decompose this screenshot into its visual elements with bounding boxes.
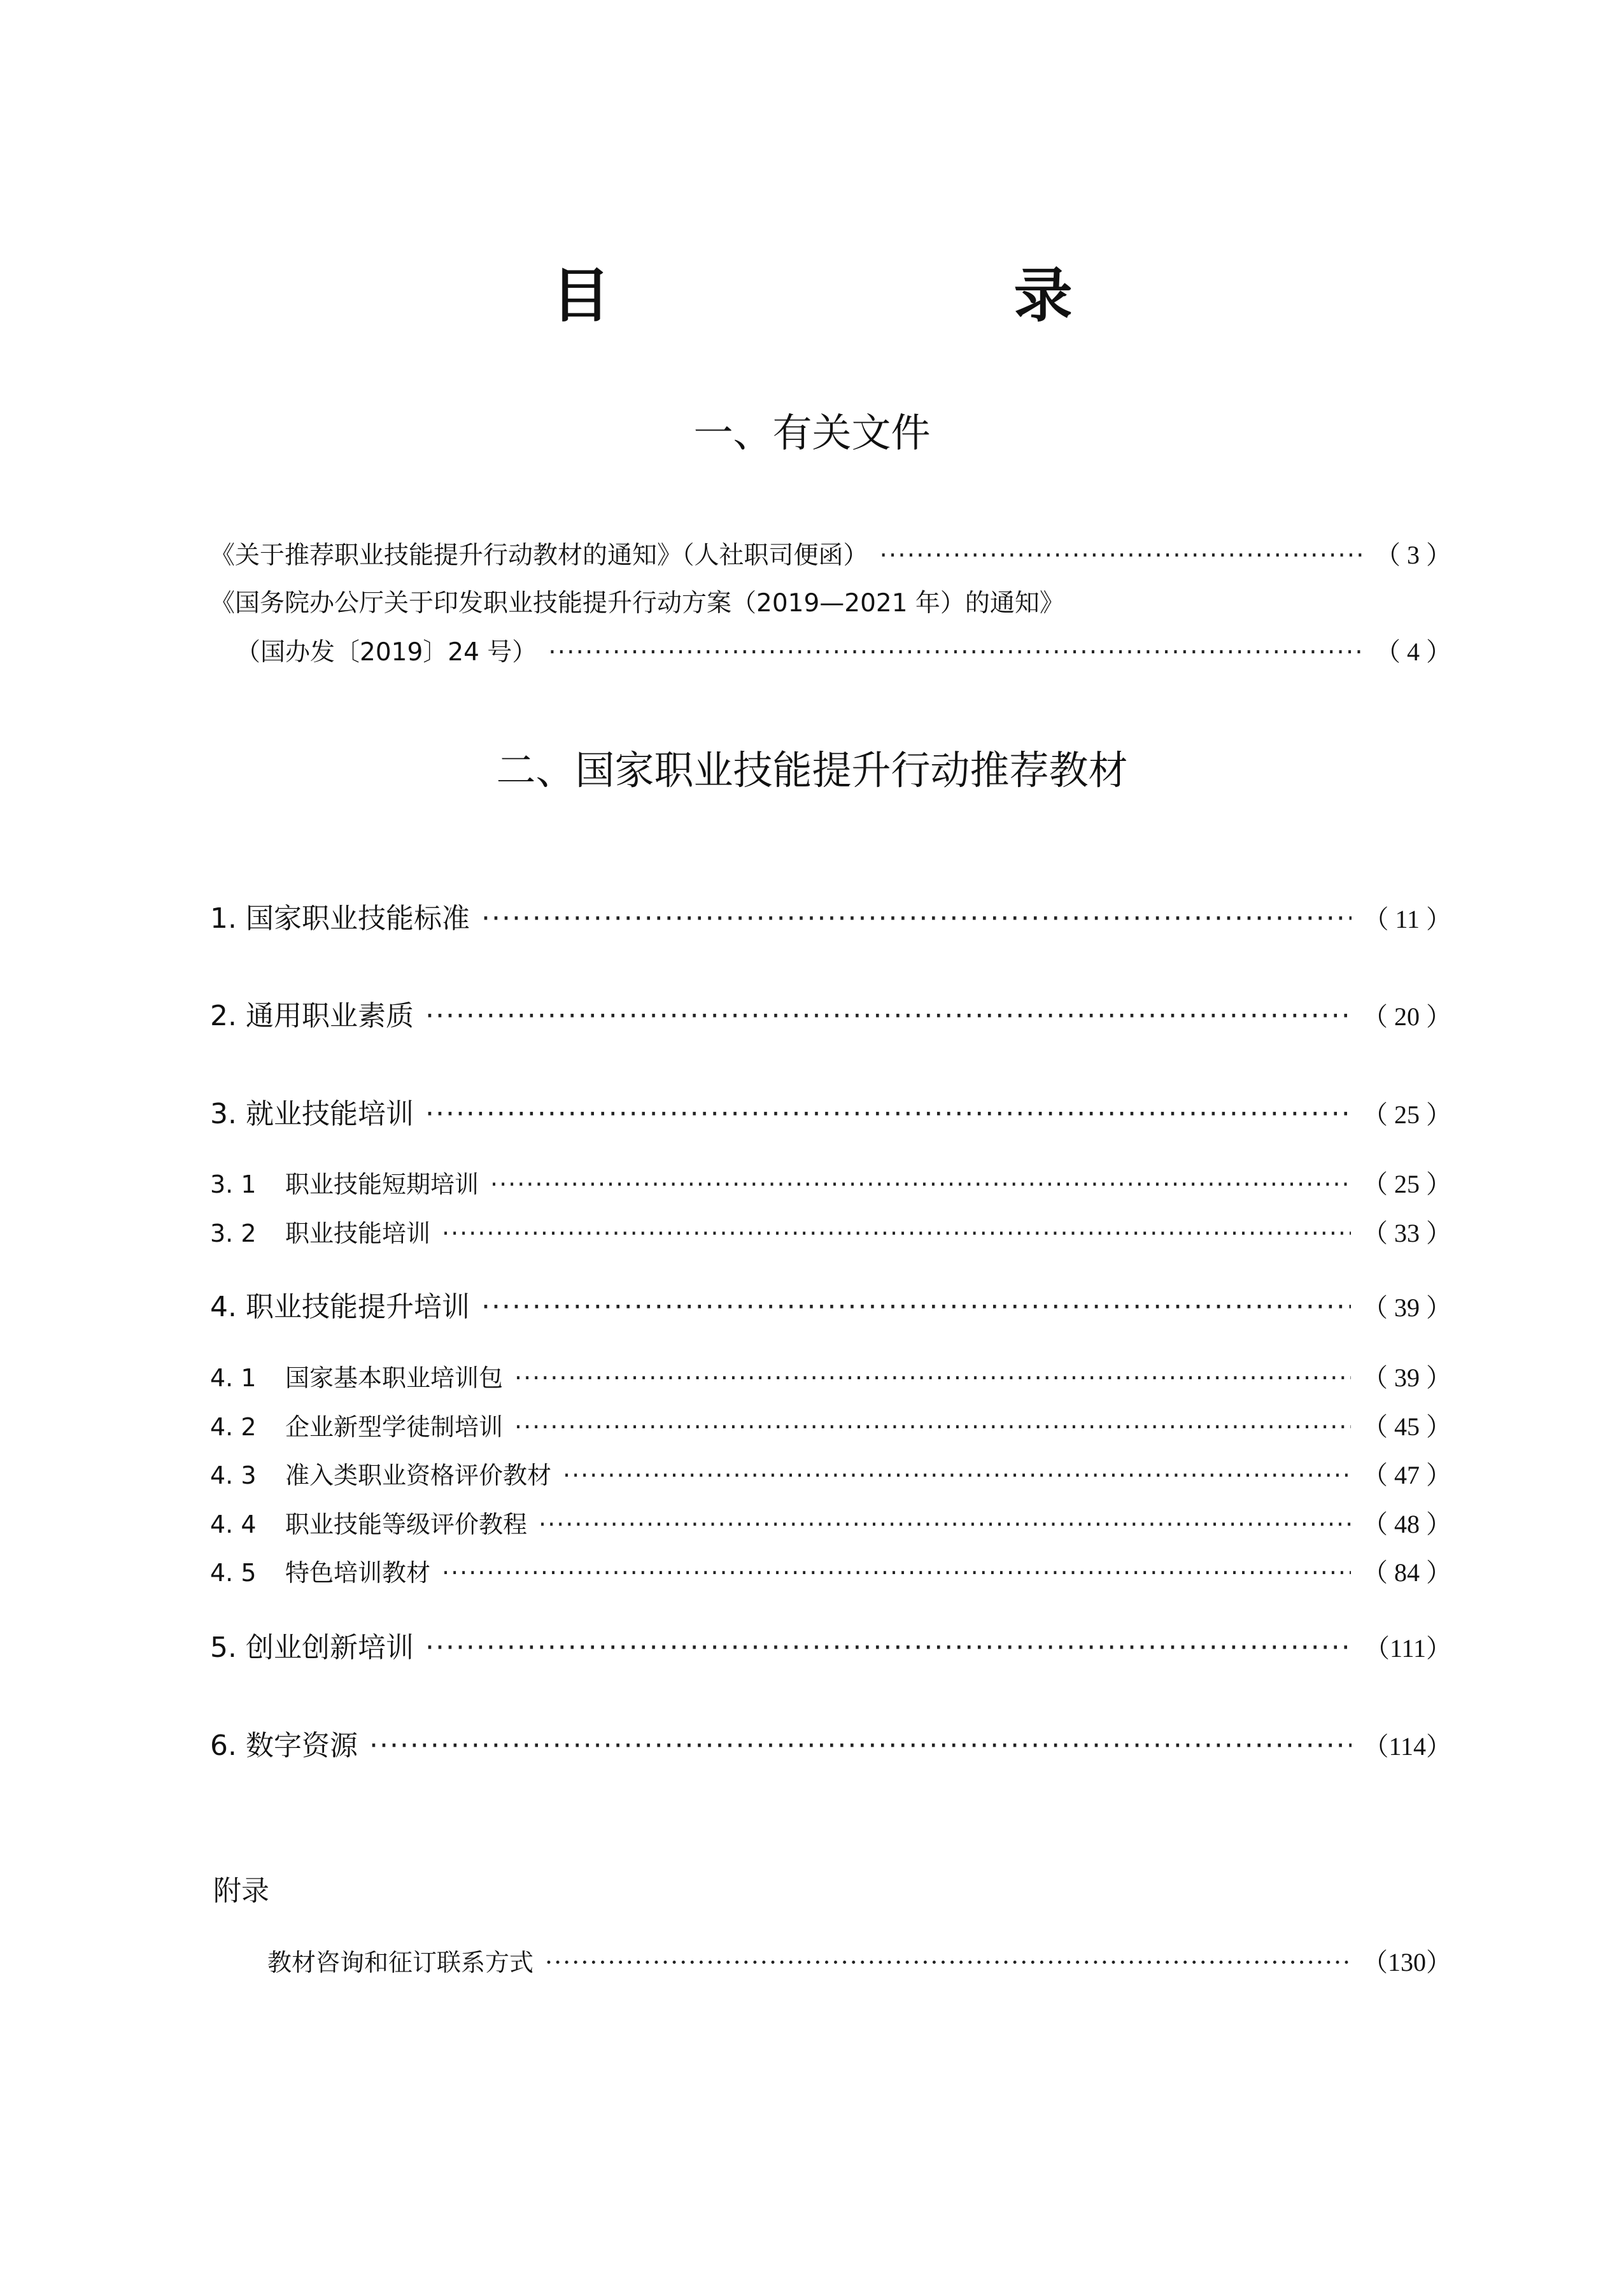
dot-leader — [369, 1726, 1352, 1766]
toc-item-4-3[interactable] — [210, 1458, 1451, 1493]
toc-item-title: 4. 2 企业新型学徒制培训 — [210, 1409, 503, 1445]
toc-page-number: （ 20 ） — [1362, 1002, 1451, 1031]
toc-item-3[interactable] — [210, 1094, 1451, 1135]
toc-item-4-1[interactable] — [210, 1360, 1451, 1396]
toc-item-title: 6. 数字资源 — [210, 1729, 358, 1762]
toc-entry-state-council-line1[interactable]: 《国务院办公厅关于印发职业技能提升行动方案（2019—2021 年）的通知》 — [210, 589, 1064, 618]
toc-item-number: 4. 1 — [210, 1364, 257, 1392]
toc-item-number: 3. 1 — [210, 1170, 257, 1198]
section-heading-textbooks: 二、国家职业技能提升行动推荐教材 — [496, 747, 1128, 793]
toc-item-title: 4. 3 准入类职业资格评价教材 — [210, 1458, 551, 1493]
toc-item-title: 2. 通用职业素质 — [210, 1000, 414, 1032]
toc-item-6[interactable] — [210, 1726, 1451, 1767]
toc-item-number: 4. 5 — [210, 1559, 257, 1587]
toc-item-number: 5. — [210, 1631, 237, 1664]
toc-item-title: 3. 1 职业技能短期培训 — [210, 1167, 479, 1202]
toc-entry-title: 《关于推荐职业技能提升行动教材的通知》（人社职司便函） — [210, 541, 868, 570]
toc-item-3-2[interactable] — [210, 1216, 1451, 1251]
dot-leader — [481, 1287, 1351, 1328]
toc-page-number: （ 4 ） — [1375, 637, 1451, 666]
toc-page-number: （ 3 ） — [1375, 541, 1451, 569]
toc-item-5[interactable] — [210, 1628, 1451, 1669]
toc-item-2[interactable] — [210, 996, 1451, 1037]
section-heading-documents: 一、有关文件 — [693, 409, 931, 456]
dot-leader — [514, 1409, 1351, 1445]
toc-page-number: （ 11 ） — [1363, 905, 1451, 934]
toc-page-number: （ 84 ） — [1362, 1558, 1451, 1587]
toc-item-title: 4. 1 国家基本职业培训包 — [210, 1360, 503, 1396]
dot-leader — [548, 634, 1364, 672]
toc-item-title: 3. 就业技能培训 — [210, 1098, 414, 1130]
toc-page-number: （ 48 ） — [1362, 1510, 1451, 1538]
toc-item-number: 4. — [210, 1291, 237, 1323]
dot-leader — [425, 1628, 1353, 1668]
toc-page-number: （ 33 ） — [1362, 1219, 1451, 1247]
toc-item-4-5[interactable] — [210, 1555, 1451, 1591]
dot-leader — [425, 1094, 1351, 1135]
toc-item-4-2[interactable] — [210, 1409, 1451, 1445]
toc-page-number: （ 39 ） — [1362, 1293, 1451, 1322]
toc-entry-title: （国办发〔2019〕24 号） — [236, 638, 537, 667]
toc-item-title: 1. 国家职业技能标准 — [210, 902, 470, 935]
toc-entry-state-council-line2[interactable] — [236, 633, 1451, 672]
dot-leader — [545, 1945, 1351, 1980]
toc-item-3-1[interactable] — [210, 1167, 1451, 1202]
dot-leader — [442, 1555, 1351, 1591]
dot-leader — [539, 1507, 1351, 1542]
toc-item-number: 3. — [210, 1098, 237, 1130]
toc-page-number: （ 25 ） — [1362, 1170, 1451, 1198]
toc-entry-title: 教材咨询和征订联系方式 — [267, 1949, 534, 1977]
toc-item-title: 4. 4 职业技能等级评价教程 — [210, 1507, 527, 1542]
toc-page-number: （ 45 ） — [1362, 1412, 1451, 1441]
dot-leader — [490, 1167, 1351, 1202]
toc-entry-notice[interactable] — [210, 536, 1451, 575]
toc-item-title: 4. 5 特色培训教材 — [210, 1555, 430, 1591]
dot-leader — [481, 898, 1352, 939]
toc-item-number: 4. 4 — [210, 1510, 257, 1538]
toc-item-number: 3. 2 — [210, 1219, 257, 1247]
dot-leader — [563, 1458, 1351, 1493]
dot-leader — [442, 1216, 1351, 1251]
toc-item-number: 4. 2 — [210, 1413, 257, 1441]
toc-item-number: 1. — [210, 902, 237, 935]
toc-item-4[interactable] — [210, 1287, 1451, 1328]
toc-page-number: （130） — [1362, 1948, 1451, 1977]
appendix-label: 附录 — [213, 1875, 269, 1907]
dot-leader — [514, 1360, 1351, 1396]
toc-page-number: （ 47 ） — [1362, 1461, 1451, 1489]
toc-page-number: （ 25 ） — [1362, 1100, 1451, 1129]
toc-item-number: 2. — [210, 1000, 237, 1032]
toc-page-number: （ 39 ） — [1362, 1363, 1451, 1392]
toc-page-number: （114） — [1363, 1732, 1451, 1761]
dot-leader — [425, 996, 1351, 1037]
toc-item-title: 5. 创业创新培训 — [210, 1631, 414, 1664]
toc-item-number: 6. — [210, 1729, 237, 1762]
toc-item-title: 3. 2 职业技能培训 — [210, 1216, 430, 1251]
toc-entry-appendix-contact[interactable] — [267, 1945, 1451, 1980]
toc-item-4-4[interactable] — [210, 1507, 1451, 1542]
toc-page-number: （111） — [1364, 1634, 1451, 1663]
toc-item-title: 4. 职业技能提升培训 — [210, 1291, 470, 1323]
toc-item-1[interactable] — [210, 898, 1451, 940]
dot-leader — [880, 537, 1364, 575]
toc-item-number: 4. 3 — [210, 1461, 257, 1489]
page-title: 目 录 — [551, 262, 1168, 330]
